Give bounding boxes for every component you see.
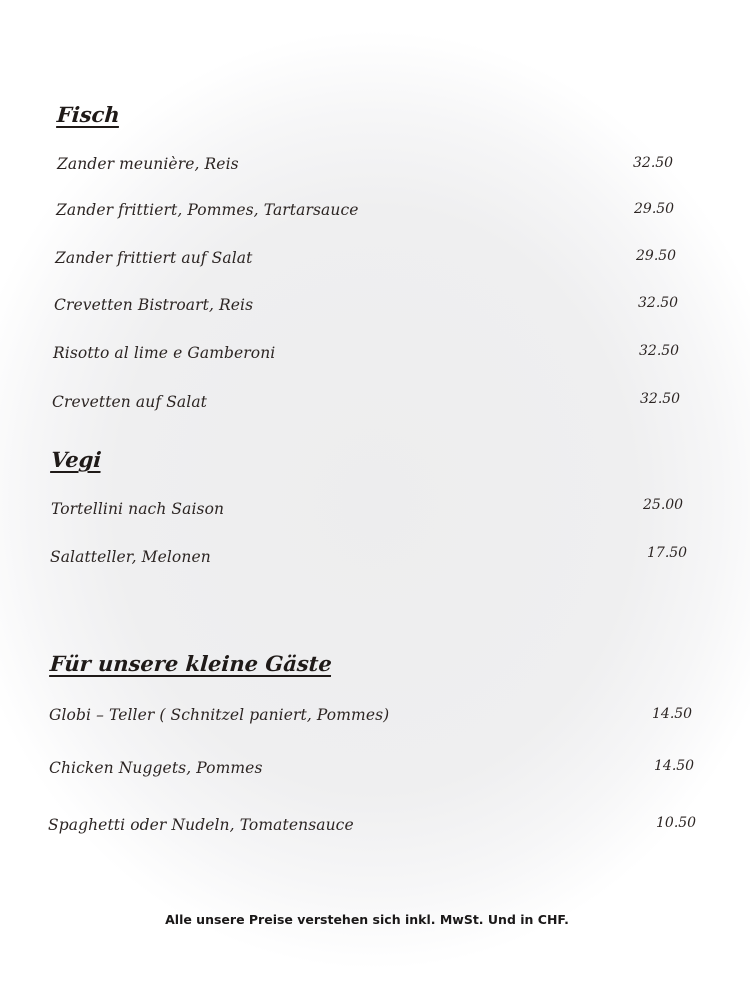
menu-item-price: 32.50 <box>638 295 679 311</box>
menu-item-name: Risotto al lime e Gamberoni <box>53 344 276 362</box>
menu-item-name: Salatteller, Melonen <box>50 548 211 566</box>
price-disclaimer: Alle unsere Preise verstehen sich inkl. MwSt. Und in CHF. <box>165 912 569 927</box>
menu-item-name: Zander frittiert auf Salat <box>55 249 253 267</box>
menu-item-name: Zander meunière, Reis <box>57 155 239 173</box>
menu-item-price: 29.50 <box>634 201 675 217</box>
menu-item-price: 29.50 <box>636 248 677 264</box>
menu-item-price: 32.50 <box>639 343 680 359</box>
section-heading-vegi: Vegi <box>50 447 103 472</box>
menu-item-price: 14.50 <box>654 758 695 774</box>
menu-item-price: 32.50 <box>640 391 681 407</box>
menu-item-price: 32.50 <box>633 155 674 171</box>
menu-item-name: Spaghetti oder Nudeln, Tomatensauce <box>48 816 354 834</box>
menu-item-name: Globi – Teller ( Schnitzel paniert, Pommes) <box>49 706 390 724</box>
section-heading-kids: Für unsere kleine Gäste <box>49 651 333 676</box>
menu-item-name: Crevetten Bistroart, Reis <box>54 296 254 314</box>
menu-item-name: Chicken Nuggets, Pommes <box>49 759 263 777</box>
menu-item-name: Crevetten auf Salat <box>52 393 207 411</box>
section-heading-fisch: Fisch <box>56 102 121 127</box>
menu-item-name: Zander frittiert, Pommes, Tartarsauce <box>56 201 359 219</box>
menu-item-price: 17.50 <box>647 545 688 561</box>
menu-item-price: 10.50 <box>656 815 697 831</box>
menu-item-price: 25.00 <box>643 497 684 513</box>
menu-item-name: Tortellini nach Saison <box>51 500 225 518</box>
menu-item-price: 14.50 <box>652 706 693 722</box>
